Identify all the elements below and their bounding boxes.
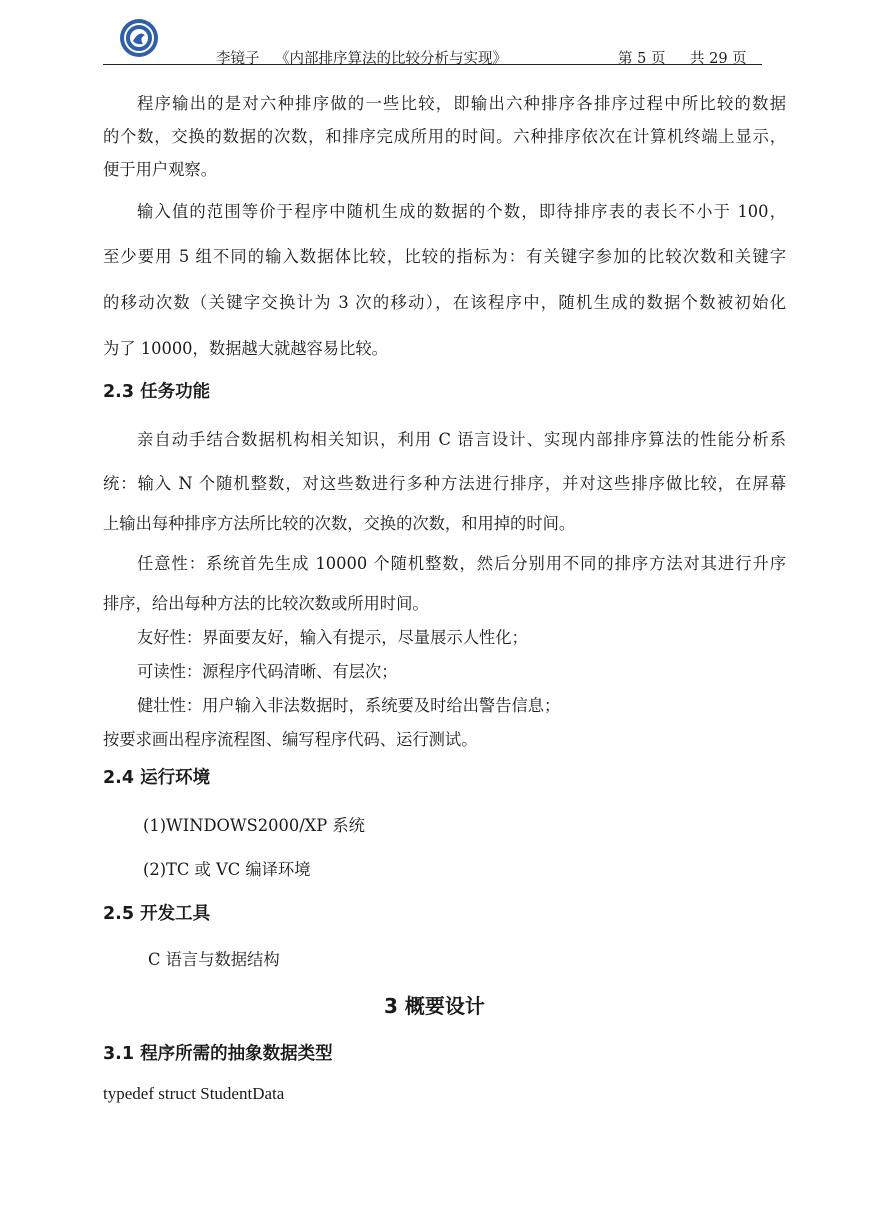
para3-line2: 统：输入 N 个随机整数，对这些数进行多种方法进行排序，并对这些排序做比较，在屏幕 [103,474,786,493]
para2-line2: 至少要用 5 组不同的输入数据体比较，比较的指标为：有关键字参加的比较次数和关键字 [103,247,786,266]
para1-line3: 便于用户观察。 [103,160,217,179]
section-2-3-heading: 2.3 任务功能 [103,382,211,402]
friendly-item: 友好性：界面要友好，输入有提示，尽量展示人性化； [137,628,528,647]
tool-item: C 语言与数据结构 [148,950,280,969]
page-header [103,14,762,67]
robust-item: 健壮性：用户输入非法数据时，系统要及时给出警告信息； [137,696,561,715]
chapter-3-heading: 3 概要设计 [384,994,485,1018]
section-2-5-heading: 2.5 开发工具 [103,904,211,924]
requirement-line: 按要求画出程序流程图、编写程序代码、运行测试。 [103,730,478,749]
para3-line3: 上输出每种排序方法所比较的次数，交换的次数，和用掉的时间。 [103,514,576,533]
env-item-2: (2)TC 或 VC 编译环境 [143,860,311,879]
section-2-4-heading: 2.4 运行环境 [103,768,211,788]
section-3-1-heading: 3.1 程序所需的抽象数据类型 [103,1044,333,1064]
para3-line1: 亲自动手结合数据机构相关知识，利用 C 语言设计、实现内部排序算法的性能分析系 [137,430,786,449]
para2-line1: 输入值的范围等价于程序中随机生成的数据的个数，即待排序表的表长不小于 100， [137,202,786,221]
para1-line2: 的个数，交换的数据的次数，和排序完成所用的时间。六种排序依次在计算机终端上显示， [103,127,786,146]
header-rule [103,64,762,65]
header-author: 李镜子 [216,51,260,67]
header-page-number: 第 5 页 [618,51,666,67]
header-title: 《内部排序算法的比较分析与实现》 [275,51,507,67]
readable-item: 可读性：源程序代码清晰、有层次； [137,662,398,681]
para2-line4: 为了 10000，数据越大就越容易比较。 [103,339,388,358]
code-line-1: typedef struct StudentData [103,1084,285,1103]
para4-line2: 排序，给出每种方法的比较次数或所用时间。 [103,594,429,613]
header-total-pages: 共 29 页 [690,51,747,67]
para1-line1: 程序输出的是对六种排序做的一些比较，即输出六种排序各排序过程中所比较的数据 [137,94,786,113]
para4-line1: 任意性：系统首先生成 10000 个随机整数，然后分别用不同的排序方法对其进行升序 [137,554,786,573]
university-logo-icon [119,18,159,58]
para2-line3: 的移动次数（关键字交换计为 3 次的移动），在该程序中，随机生成的数据个数被初始化 [103,293,786,312]
env-item-1: (1)WINDOWS2000/XP 系统 [143,816,365,835]
